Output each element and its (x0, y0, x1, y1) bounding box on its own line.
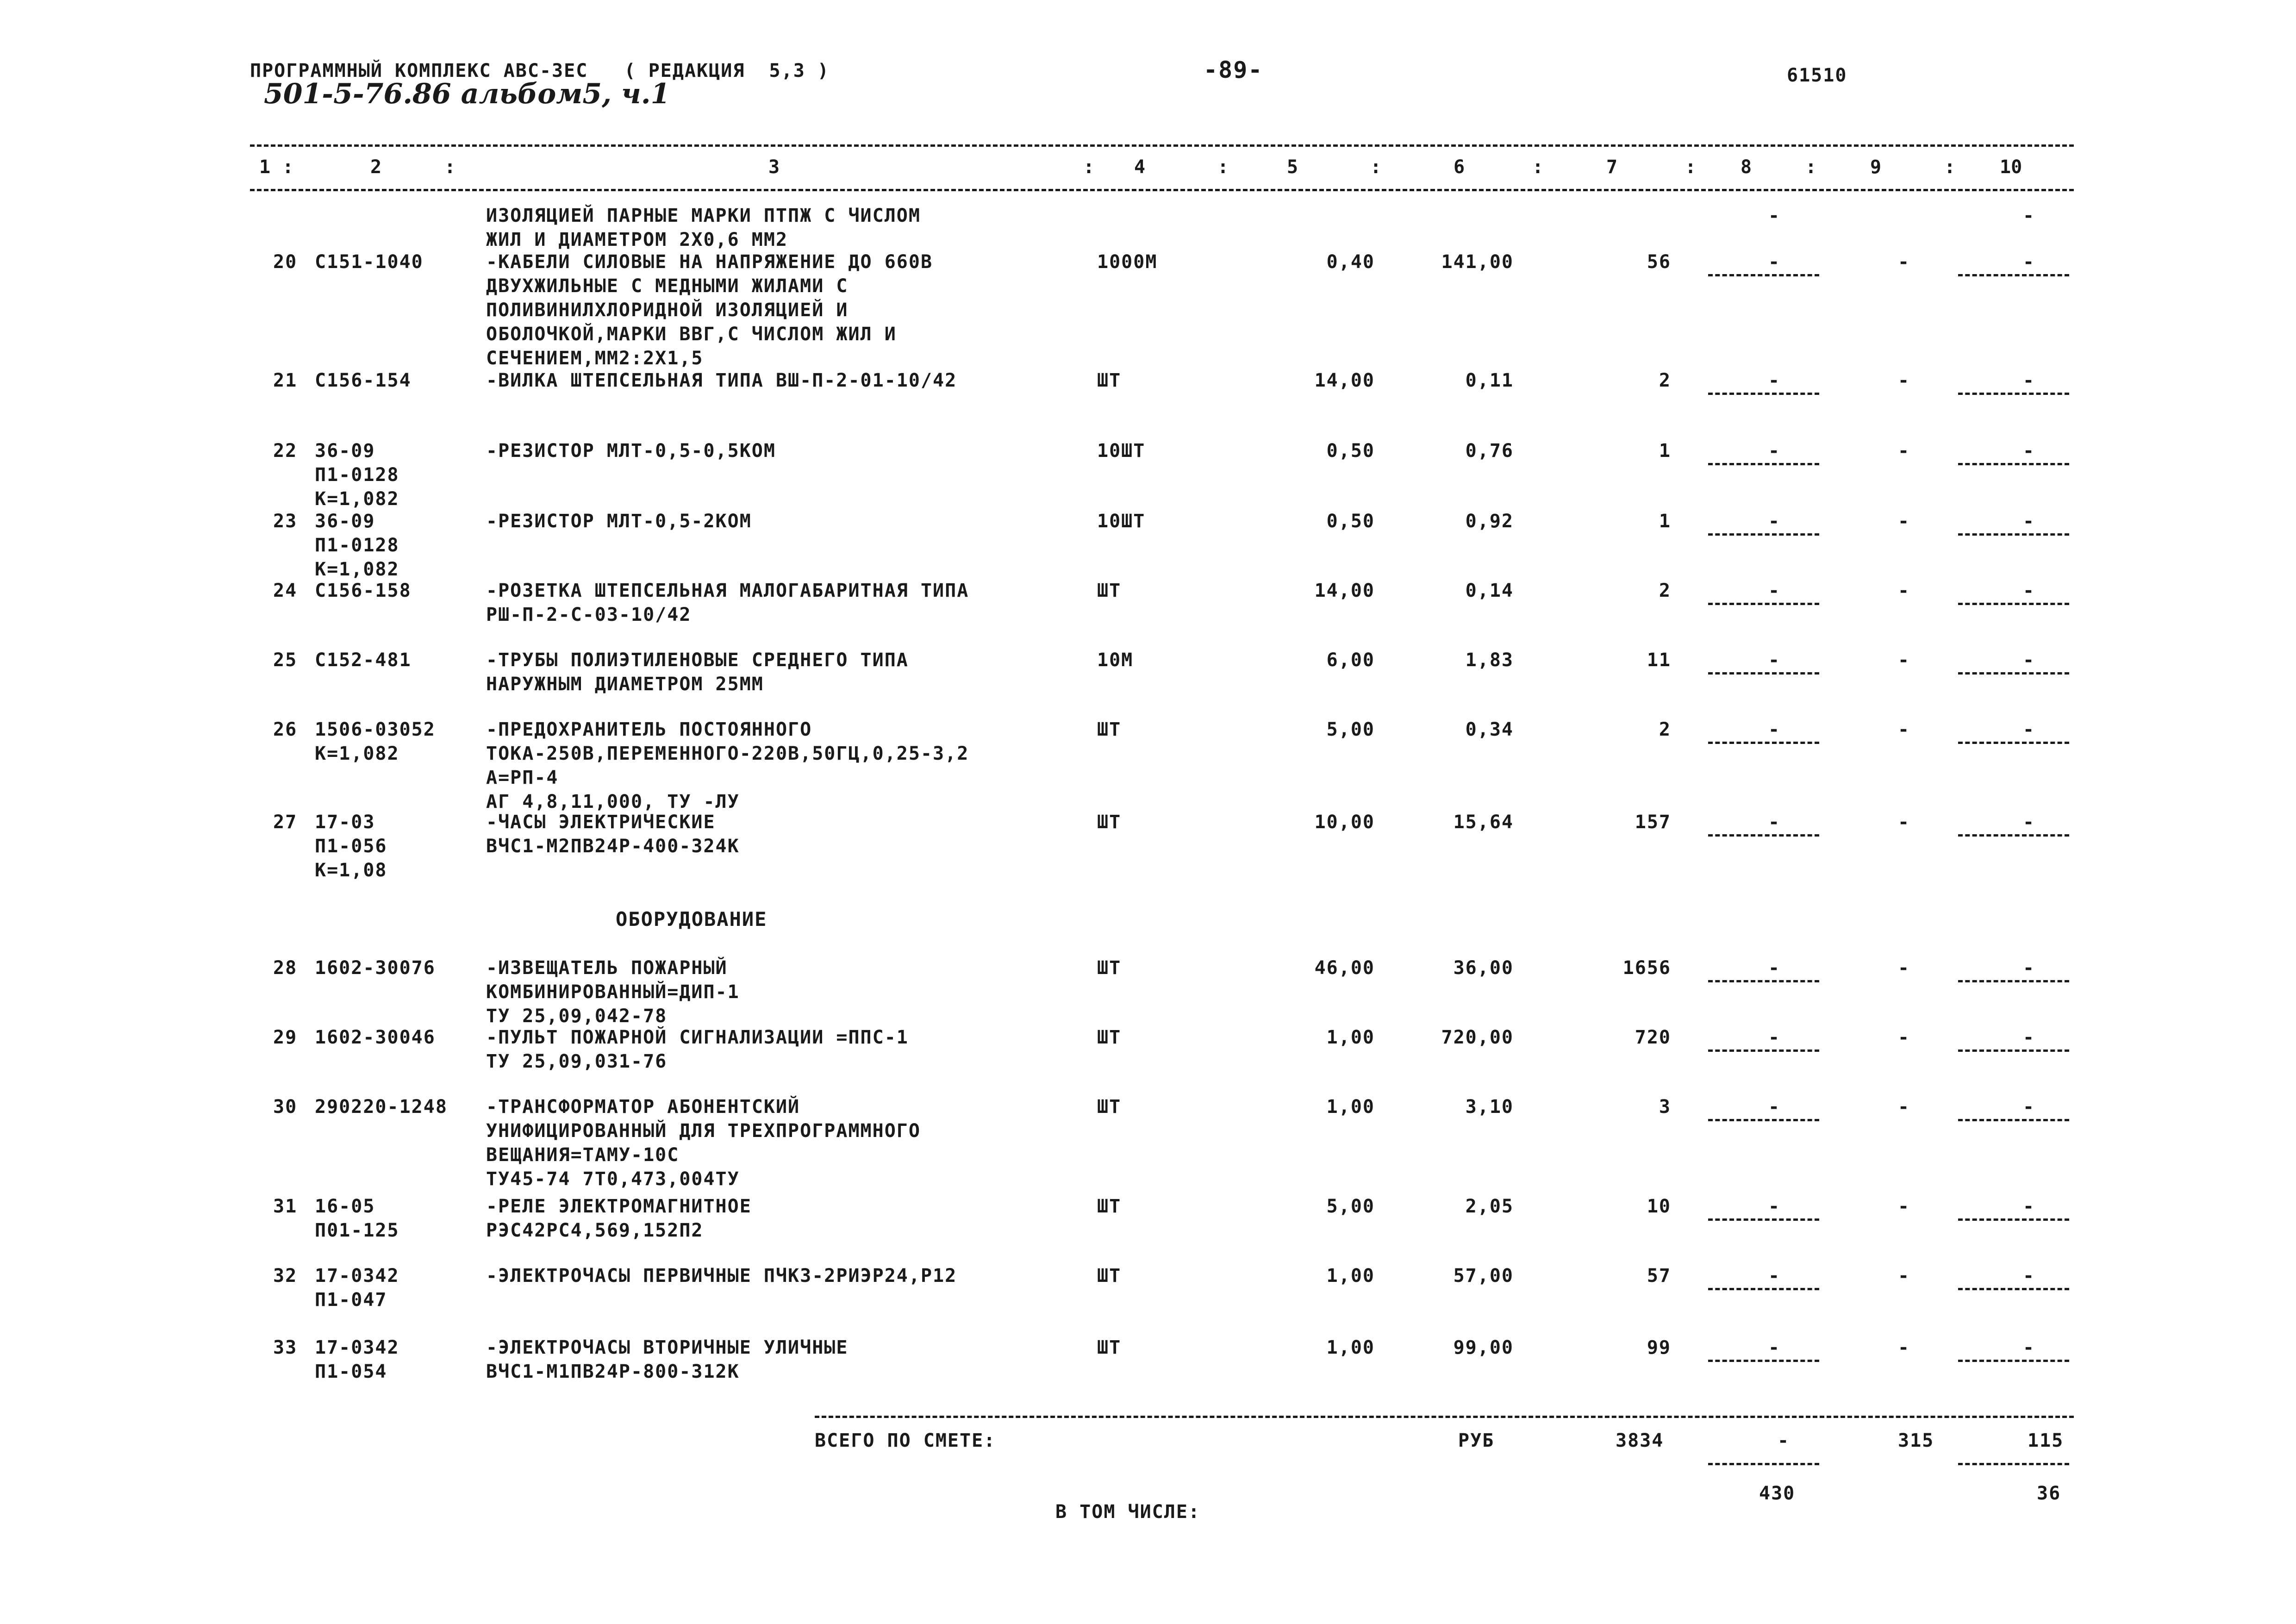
row-col10: - (2023, 370, 2035, 391)
row-col8: - (1768, 650, 1781, 671)
row-col10: - (2023, 719, 2035, 740)
row-col8-rule (1708, 533, 1819, 536)
row-quantity: 1,00 (1326, 1027, 1375, 1048)
row-col10-rule (1958, 274, 2069, 276)
row-col10: - (2023, 440, 2035, 462)
row-col8: - (1768, 370, 1781, 391)
column-header-separator: : (1532, 156, 1544, 178)
row-quantity: 5,00 (1326, 719, 1375, 740)
column-header-separator: : (1944, 156, 1956, 178)
row-number: 32 (273, 1265, 298, 1287)
row-number: 24 (273, 580, 298, 601)
column-header-separator: : (1805, 156, 1817, 178)
column-header-1: 1 (259, 156, 271, 178)
total-col10: 115 (2028, 1430, 2064, 1451)
row-total: 11 (1647, 650, 1671, 671)
row-col8-rule (1708, 672, 1819, 675)
row-description: -ЧАСЫ ЭЛЕКТРИЧЕСКИЕ ВЧС1-М2ПВ24Р-400-324К (486, 812, 740, 857)
column-header-separator: : (282, 156, 294, 178)
row-col8: - (1768, 580, 1781, 601)
row-col9: - (1898, 957, 1910, 979)
row-quantity: 14,00 (1314, 580, 1375, 601)
row-col9: - (1898, 370, 1910, 391)
row-col8: - (1768, 1027, 1781, 1048)
row-quantity: 14,00 (1314, 370, 1375, 391)
row-total: 1 (1659, 440, 1671, 462)
row-col10-rule (1958, 834, 2069, 837)
row-col8: - (1768, 1096, 1781, 1118)
row-code: 1506-03052 К=1,082 (315, 719, 436, 764)
row-quantity: 5,00 (1326, 1196, 1375, 1217)
row-unit: ШТ (1097, 580, 1122, 601)
row-quantity: 0,50 (1326, 511, 1375, 532)
row-total: 157 (1635, 812, 1671, 833)
row-total: 56 (1647, 251, 1671, 273)
row-code: 16-05 П01-125 (315, 1196, 399, 1241)
row-quantity: 46,00 (1314, 957, 1375, 979)
row-col10: - (2023, 580, 2035, 601)
row-col10: - (2023, 957, 2035, 979)
row-code: С152-481 (315, 650, 412, 671)
row-quantity: 0,40 (1326, 251, 1375, 273)
row-col10: - (2023, 511, 2035, 532)
row-number: 30 (273, 1096, 298, 1118)
row-unit: 10М (1097, 650, 1134, 671)
row-total: 10 (1647, 1196, 1671, 1217)
row-col10: - (2023, 1337, 2035, 1358)
row-description: -РЕЗИСТОР МЛТ-0,5-0,5КОМ (486, 440, 776, 462)
row-number: 28 (273, 957, 298, 979)
row-unit: ШТ (1097, 1096, 1122, 1118)
row-unit: ШТ (1097, 370, 1122, 391)
row-number: 26 (273, 719, 298, 740)
row-number: 33 (273, 1337, 298, 1358)
column-header-separator: : (1370, 156, 1382, 178)
table-header-rule (250, 189, 2074, 191)
row-col10: - (2023, 1096, 2035, 1118)
row-total: 2 (1659, 370, 1671, 391)
row-unit: ШТ (1097, 719, 1122, 740)
row-col9: - (1898, 1027, 1910, 1048)
row-col10-rule (1958, 1119, 2069, 1121)
row-col10: - (2023, 1027, 2035, 1048)
row-number: 23 (273, 511, 298, 532)
row-col10-rule (1958, 980, 2069, 982)
page-number: -89- (1204, 56, 1263, 83)
total-rule (815, 1416, 2074, 1418)
row-col10-rule (1958, 1360, 2069, 1362)
row-code: 36-09 П1-0128 К=1,082 (315, 440, 399, 510)
row-col10: - (2023, 1196, 2035, 1217)
row-quantity: 1,00 (1326, 1265, 1375, 1287)
row-description: -РЕЛЕ ЭЛЕКТРОМАГНИТНОЕ РЭС42РС4,569,152П2 (486, 1196, 752, 1241)
row-price: 141,00 (1441, 251, 1514, 273)
row-col8: - (1768, 957, 1781, 979)
row-col8-rule (1708, 834, 1819, 837)
row-quantity: 0,50 (1326, 440, 1375, 462)
section-title: ОБОРУДОВАНИЕ (616, 908, 767, 931)
row-price: 15,64 (1453, 812, 1514, 833)
column-header-10: 10 (2000, 156, 2022, 178)
row-code: 17-0342 П1-054 (315, 1337, 399, 1382)
row-number: 21 (273, 370, 298, 391)
row-col10-rule (1958, 393, 2069, 395)
row-unit: ШТ (1097, 812, 1122, 833)
row-price: 720,00 (1441, 1027, 1514, 1048)
row-total: 2 (1659, 719, 1671, 740)
row-col8-rule (1708, 1288, 1819, 1290)
row-col10-rule (1958, 533, 2069, 536)
row-description: -КАБЕЛИ СИЛОВЫЕ НА НАПРЯЖЕНИЕ ДО 660В ДВУХЖИЛЬНЫЕ С МЕДНЫМИ ЖИЛАМИ С ПОЛИВИНИЛХЛОРИДНОЙ ИЗОЛЯЦИЕЙ И ОБОЛОЧКОЙ,МАРКИ ВВГ,С ЧИСЛОМ ЖИЛ И СЕЧЕНИЕМ,ММ2:2Х1,5 (486, 251, 933, 369)
row-col8-rule (1708, 463, 1819, 465)
row-description: -ВИЛКА ШТЕПСЕЛЬНАЯ ТИПА ВШ-П-2-01-10/42 (486, 370, 957, 391)
row-col10-rule (1958, 742, 2069, 744)
column-header-separator: : (1685, 156, 1697, 178)
row-price: 0,34 (1465, 719, 1514, 740)
row-col8: - (1768, 1196, 1781, 1217)
total-currency: РУБ (1458, 1430, 1495, 1451)
column-header-separator: : (1083, 156, 1095, 178)
row-price: 1,83 (1465, 650, 1514, 671)
row-code: 17-0342 П1-047 (315, 1265, 399, 1311)
row-total: 2 (1659, 580, 1671, 601)
column-header-3: 3 (768, 156, 780, 178)
row-code: С156-158 (315, 580, 412, 601)
row-col10-rule (1958, 1288, 2069, 1290)
row-description: -ПУЛЬТ ПОЖАРНОЙ СИГНАЛИЗАЦИИ =ППС-1 ТУ 25,09,031-76 (486, 1027, 909, 1072)
row-col8-rule (1708, 1119, 1819, 1121)
row-description: -ИЗВЕЩАТЕЛЬ ПОЖАРНЫЙ КОМБИНИРОВАННЫЙ=ДИП-1 ТУ 25,09,042-78 (486, 957, 740, 1027)
column-header-separator: : (1217, 156, 1229, 178)
row-unit: ШТ (1097, 1196, 1122, 1217)
table-top-rule (250, 144, 2074, 147)
row-col8-rule (1708, 980, 1819, 982)
row-col9: - (1898, 1096, 1910, 1118)
total-col10-rule (1958, 1463, 2069, 1465)
row-total: 57 (1647, 1265, 1671, 1287)
column-header-2: 2 (370, 156, 382, 178)
total-label: ВСЕГО ПО СМЕТЕ: (815, 1430, 996, 1451)
row-col8: - (1768, 719, 1781, 740)
column-header-9: 9 (1870, 156, 1882, 178)
row-price: 0,92 (1465, 511, 1514, 532)
row-total: 3 (1659, 1096, 1671, 1118)
row-col8: - (1768, 1265, 1781, 1287)
row-number: 25 (273, 650, 298, 671)
row-col8-rule (1708, 603, 1819, 605)
row-price: 0,76 (1465, 440, 1514, 462)
column-header-6: 6 (1454, 156, 1465, 178)
row-col9: - (1898, 719, 1910, 740)
row-col9: - (1898, 1337, 1910, 1358)
row-col8-rule (1708, 1360, 1819, 1362)
row-quantity: 1,00 (1326, 1096, 1375, 1118)
row-unit: 10ШТ (1097, 511, 1146, 532)
row-description: ИЗОЛЯЦИЕЙ ПАРНЫЕ МАРКИ ПТПЖ С ЧИСЛОМ ЖИЛ И ДИАМЕТРОМ 2Х0,6 ММ2 (486, 205, 921, 250)
row-description: -РОЗЕТКА ШТЕПСЕЛЬНАЯ МАЛОГАБАРИТНАЯ ТИПА РШ-П-2-С-03-10/42 (486, 580, 969, 625)
document-code: 61510 (1787, 65, 1847, 86)
handwritten-reference: 501-5-76.86 альбом5, ч.1 (264, 78, 670, 110)
row-unit: ШТ (1097, 1265, 1122, 1287)
total-col8-below: 430 (1759, 1483, 1796, 1504)
row-col8: - (1768, 1337, 1781, 1358)
row-price: 2,05 (1465, 1196, 1514, 1217)
row-col8: - (1768, 251, 1781, 273)
row-price: 57,00 (1453, 1265, 1514, 1287)
row-col10: - (2023, 650, 2035, 671)
row-col10: - (2023, 205, 2035, 226)
row-col10-rule (1958, 672, 2069, 675)
row-description: -ПРЕДОХРАНИТЕЛЬ ПОСТОЯННОГО ТОКА-250В,ПЕРЕМЕННОГО-220В,50ГЦ,0,25-3,2 А=РП-4 АГ 4,8,11,000, ТУ -ЛУ (486, 719, 969, 812)
row-col8: - (1768, 511, 1781, 532)
row-number: 27 (273, 812, 298, 833)
total-amount: 3834 (1616, 1430, 1664, 1451)
total-col8-rule (1708, 1463, 1819, 1465)
row-col10-rule (1958, 1049, 2069, 1052)
row-col8-rule (1708, 274, 1819, 276)
row-total: 1656 (1622, 957, 1671, 979)
row-col9: - (1898, 251, 1910, 273)
row-description: -ТРУБЫ ПОЛИЭТИЛЕНОВЫЕ СРЕДНЕГО ТИПА НАРУЖНЫМ ДИАМЕТРОМ 25ММ (486, 650, 909, 695)
row-price: 99,00 (1453, 1337, 1514, 1358)
row-col8-rule (1708, 393, 1819, 395)
row-number: 29 (273, 1027, 298, 1048)
column-header-4: 4 (1134, 156, 1146, 178)
row-unit: ШТ (1097, 1027, 1122, 1048)
total-col8: - (1778, 1430, 1790, 1451)
row-price: 36,00 (1453, 957, 1514, 979)
row-code: 17-03 П1-056 К=1,08 (315, 812, 387, 881)
row-col10: - (2023, 1265, 2035, 1287)
row-col10-rule (1958, 1218, 2069, 1221)
row-col8-rule (1708, 742, 1819, 744)
row-col9: - (1898, 650, 1910, 671)
row-col9: - (1898, 1265, 1910, 1287)
program-title: ПРОГРАММНЫЙ КОМПЛЕКС АВС-3ЕС ( РЕДАКЦИЯ 5,3 ) (250, 60, 830, 81)
row-number: 22 (273, 440, 298, 462)
row-quantity: 6,00 (1326, 650, 1375, 671)
row-description: -ТРАНСФОРМАТОР АБОНЕНТСКИЙ УНИФИЦИРОВАННЫЙ ДЛЯ ТРЕХПРОГРАММНОГО ВЕЩАНИЯ=ТАМУ-10С ТУ45-74 7Т0,473,004ТУ (486, 1096, 921, 1190)
row-col9: - (1898, 580, 1910, 601)
row-total: 99 (1647, 1337, 1671, 1358)
row-col9: - (1898, 511, 1910, 532)
row-price: 0,14 (1465, 580, 1514, 601)
row-col10: - (2023, 812, 2035, 833)
row-number: 20 (273, 251, 298, 273)
total-col9: 315 (1898, 1430, 1934, 1451)
row-col10-rule (1958, 463, 2069, 465)
row-total: 1 (1659, 511, 1671, 532)
row-col8-rule (1708, 1049, 1819, 1052)
row-col9: - (1898, 812, 1910, 833)
row-number: 31 (273, 1196, 298, 1217)
row-unit: ШТ (1097, 957, 1122, 979)
row-code: 290220-1248 (315, 1096, 448, 1118)
row-code: 1602-30046 (315, 1027, 436, 1048)
row-col10: - (2023, 251, 2035, 273)
column-header-7: 7 (1606, 156, 1618, 178)
row-unit: 10ШТ (1097, 440, 1146, 462)
row-code: С156-154 (315, 370, 412, 391)
including-label: В ТОМ ЧИСЛЕ: (1055, 1501, 1200, 1523)
column-header-8: 8 (1741, 156, 1752, 178)
row-col9: - (1898, 1196, 1910, 1217)
row-price: 3,10 (1465, 1096, 1514, 1118)
row-quantity: 10,00 (1314, 812, 1375, 833)
row-code: 1602-30076 (315, 957, 436, 979)
row-col8: - (1768, 440, 1781, 462)
row-code: 36-09 П1-0128 К=1,082 (315, 511, 399, 580)
row-total: 720 (1635, 1027, 1671, 1048)
row-description: -РЕЗИСТОР МЛТ-0,5-2КОМ (486, 511, 752, 532)
row-description: -ЭЛЕКТРОЧАСЫ ПЕРВИЧНЫЕ ПЧК3-2РИЭР24,Р12 (486, 1265, 957, 1287)
row-quantity: 1,00 (1326, 1337, 1375, 1358)
row-unit: 1000М (1097, 251, 1158, 273)
row-col8: - (1768, 205, 1781, 226)
column-header-5: 5 (1287, 156, 1298, 178)
row-code: С151-1040 (315, 251, 424, 273)
row-col9: - (1898, 440, 1910, 462)
row-col8: - (1768, 812, 1781, 833)
row-price: 0,11 (1465, 370, 1514, 391)
column-header-separator: : (444, 156, 456, 178)
total-col10-below: 36 (2037, 1483, 2061, 1504)
row-col10-rule (1958, 603, 2069, 605)
row-col8-rule (1708, 1218, 1819, 1221)
row-description: -ЭЛЕКТРОЧАСЫ ВТОРИЧНЫЕ УЛИЧНЫЕ ВЧС1-М1ПВ24Р-800-312К (486, 1337, 849, 1382)
row-unit: ШТ (1097, 1337, 1122, 1358)
